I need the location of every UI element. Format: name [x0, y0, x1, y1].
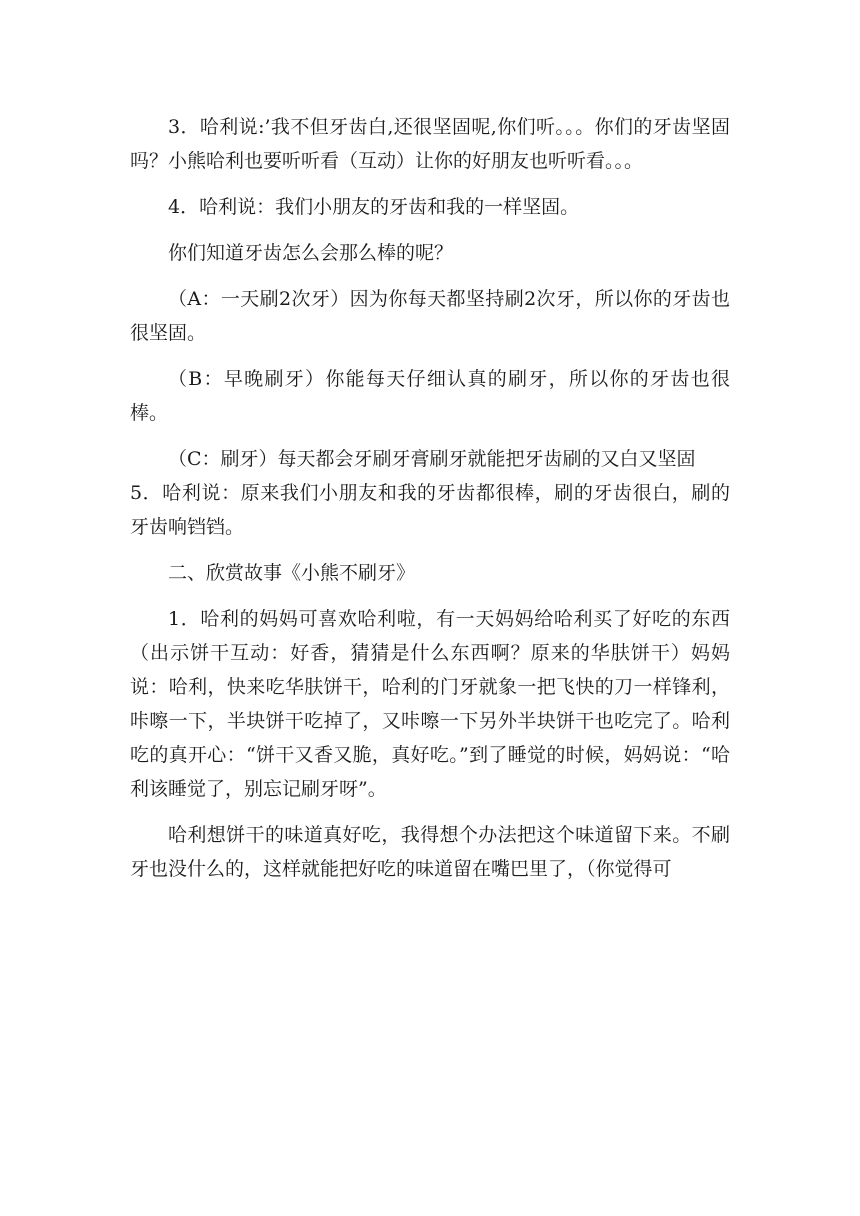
paragraph-story-part-1: 1．哈利的妈妈可喜欢哈利啦，有一天妈妈给哈利买了好吃的东西（出示饼干互动：好香，猜猜是什么东西啊？原来的华肤饼干）妈妈说：哈利，快来吃华肤饼干，哈利的门牙就象一把飞快的刀一样锋利，咔嚓一下，半块饼干吃掉了，又咔嚓一下另外半块饼干也吃完了。哈利吃的真开心：“饼干又香又脆，真好吃。”到了睡觉的时候，妈妈说：“哈利该睡觉了，别忘记刷牙呀”。 — [130, 608, 730, 800]
paragraph-question: 你们知道牙齿怎么会那么棒的呢？ — [168, 242, 454, 264]
paragraph-answer-a: （A：一天刷2次牙）因为你每天都坚持刷2次牙，所以你的牙齿也很坚固。 — [130, 288, 730, 344]
document-body — [130, 110, 730, 898]
section-heading-story: 二、欣赏故事《小熊不刷牙》 — [168, 562, 416, 584]
paragraph-answer-b: （B：早晚刷牙）你能每天仔细认真的刷牙，所以你的牙齿也很棒。 — [130, 368, 730, 424]
paragraph-harry-conclusion: 5．哈利说：原来我们小朋友和我的牙齿都很棒，刷的牙齿很白，刷的牙齿响铛铛。 — [130, 482, 730, 538]
paragraph-harry-says-same: 4．哈利说：我们小朋友的牙齿和我的一样坚固。 — [168, 196, 580, 218]
paragraph-answer-c: （C：刷牙）每天都会牙刷牙膏刷牙就能把牙齿刷的又白又坚固 — [168, 448, 696, 470]
paragraph-story-part-2: 哈利想饼干的味道真好吃，我得想个办法把这个味道留下来。不刷牙也没什么的，这样就能把好吃的味道留在嘴巴里了，（你觉得可 — [130, 824, 730, 880]
paragraph-harry-teeth-strong: 3．哈利说:’我不但牙齿白,还很坚固呢,你们听。。。你们的牙齿坚固吗？小熊哈利也要听听看（互动）让你的好朋友也听听看。。。 — [130, 116, 730, 172]
